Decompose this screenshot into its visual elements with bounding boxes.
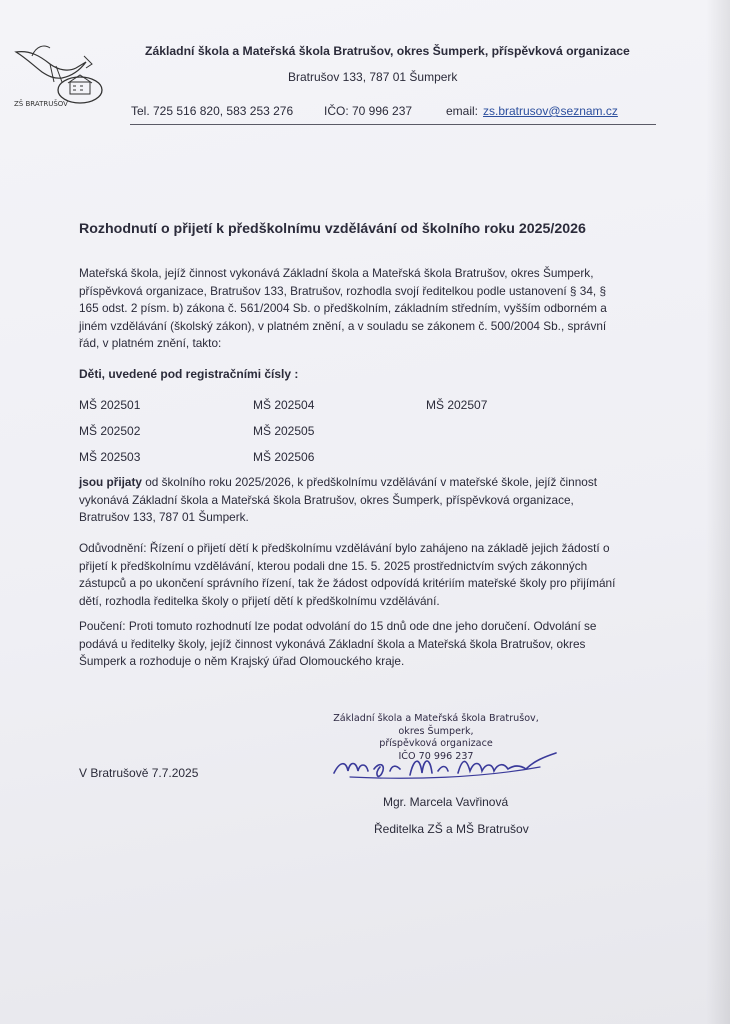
- logo-text: ZŠ BRATRUŠOV: [14, 100, 68, 108]
- registration-number: MŠ 202507: [426, 398, 488, 412]
- registration-number: MŠ 202505: [253, 424, 315, 438]
- school-address: Bratrušov 133, 787 01 Šumperk: [288, 70, 458, 84]
- stamp-line: okres Šumperk,: [398, 725, 474, 737]
- registration-number: MŠ 202506: [253, 450, 315, 464]
- instruction-paragraph: Poučení: Proti tomuto rozhodnutí lze podat odvolání do 15 dnů ode dne jeho doručení. Odvolání se podává u ředitelky školy, jejíž činnost vykonává Základní škola a Mateřská škola Bratrušov, okres Šumperk a rozhoduje o něm Krajský úřad Olomouckého kraje.: [79, 619, 597, 668]
- decision-bold: jsou přijaty: [79, 475, 142, 489]
- email-link[interactable]: zs.bratrusov@seznam.cz: [483, 104, 618, 118]
- intro-paragraph: Mateřská škola, jejíž činnost vykonává Základní škola a Mateřská škola Bratrušov, okres Šumperk, příspěvková organizace, Bratrušov 133, Bratrušov, rozhodla svojí ředitelkou podle ustanovení § 34, § 165 odst. 2 písm. b) zákona č. 561/2004 Sb. o předškolním, základním středním, vyšším odborném a jiném vzdělávání (školský zákon), v platném znění, a v souladu se zákonem č. 500/2004 Sb., správní řád, v platném znění, takto:: [79, 266, 607, 350]
- phone-numbers: Tel. 725 516 820, 583 253 276: [131, 104, 294, 118]
- school-name: Základní škola a Mateřská škola Bratrušov, okres Šumperk, příspěvková organizace: [145, 44, 630, 58]
- reasoning-paragraph: Odůvodnění: Řízení o přijetí dětí k předškolnímu vzdělávání bylo zahájeno na základě jejich žádostí o přijetí k předškolnímu vzdělávání, kterou podali dne 15. 5. 2025 prostřednictvím svých zákonných zástupců a po ukončení správního řízení, tak že žádost odpovídá kritériím mateřské školy pro přijímání dětí, rozhodla ředitelka školy o přijetí dětí k předškolnímu vzdělávání.: [79, 541, 616, 608]
- handwritten-signature: [330, 747, 562, 781]
- place-and-date: V Bratrušově 7.7.2025: [79, 766, 199, 780]
- stamp-line: IČO 70 996 237: [398, 750, 474, 762]
- signer-name: Mgr. Marcela Vavřinová: [383, 795, 509, 809]
- school-logo-stork-icon: [10, 42, 110, 122]
- registration-number: MŠ 202503: [79, 450, 141, 464]
- page-edge-shadow: [706, 0, 730, 1024]
- registration-number: MŠ 202501: [79, 398, 141, 412]
- decision-text: od školního roku 2025/2026, k předškolnímu vzdělávání v mateřské škole, jejíž činnost vykonává Základní škola a Mateřská škola Bratrušov, okres Šumperk, příspěvková organizace, Bratrušov 133, 787 01 Šumperk.: [79, 475, 598, 524]
- stamp-line: Základní škola a Mateřská škola Bratrušov,: [333, 713, 539, 724]
- decision-paragraph: [79, 474, 619, 527]
- registration-number: MŠ 202504: [253, 398, 315, 412]
- stamp-line: příspěvková organizace: [379, 738, 493, 749]
- header-divider: [130, 124, 656, 125]
- document-title: Rozhodnutí o přijetí k předškolnímu vzdělávání od školního roku 2025/2026: [79, 221, 586, 237]
- email-label: email:: [446, 104, 479, 118]
- registration-number: MŠ 202502: [79, 424, 141, 438]
- registration-heading: Děti, uvedené pod registračními čísly :: [79, 367, 299, 381]
- signer-role: Ředitelka ZŠ a MŠ Bratrušov: [374, 822, 529, 836]
- company-id: IČO: 70 996 237: [324, 104, 413, 118]
